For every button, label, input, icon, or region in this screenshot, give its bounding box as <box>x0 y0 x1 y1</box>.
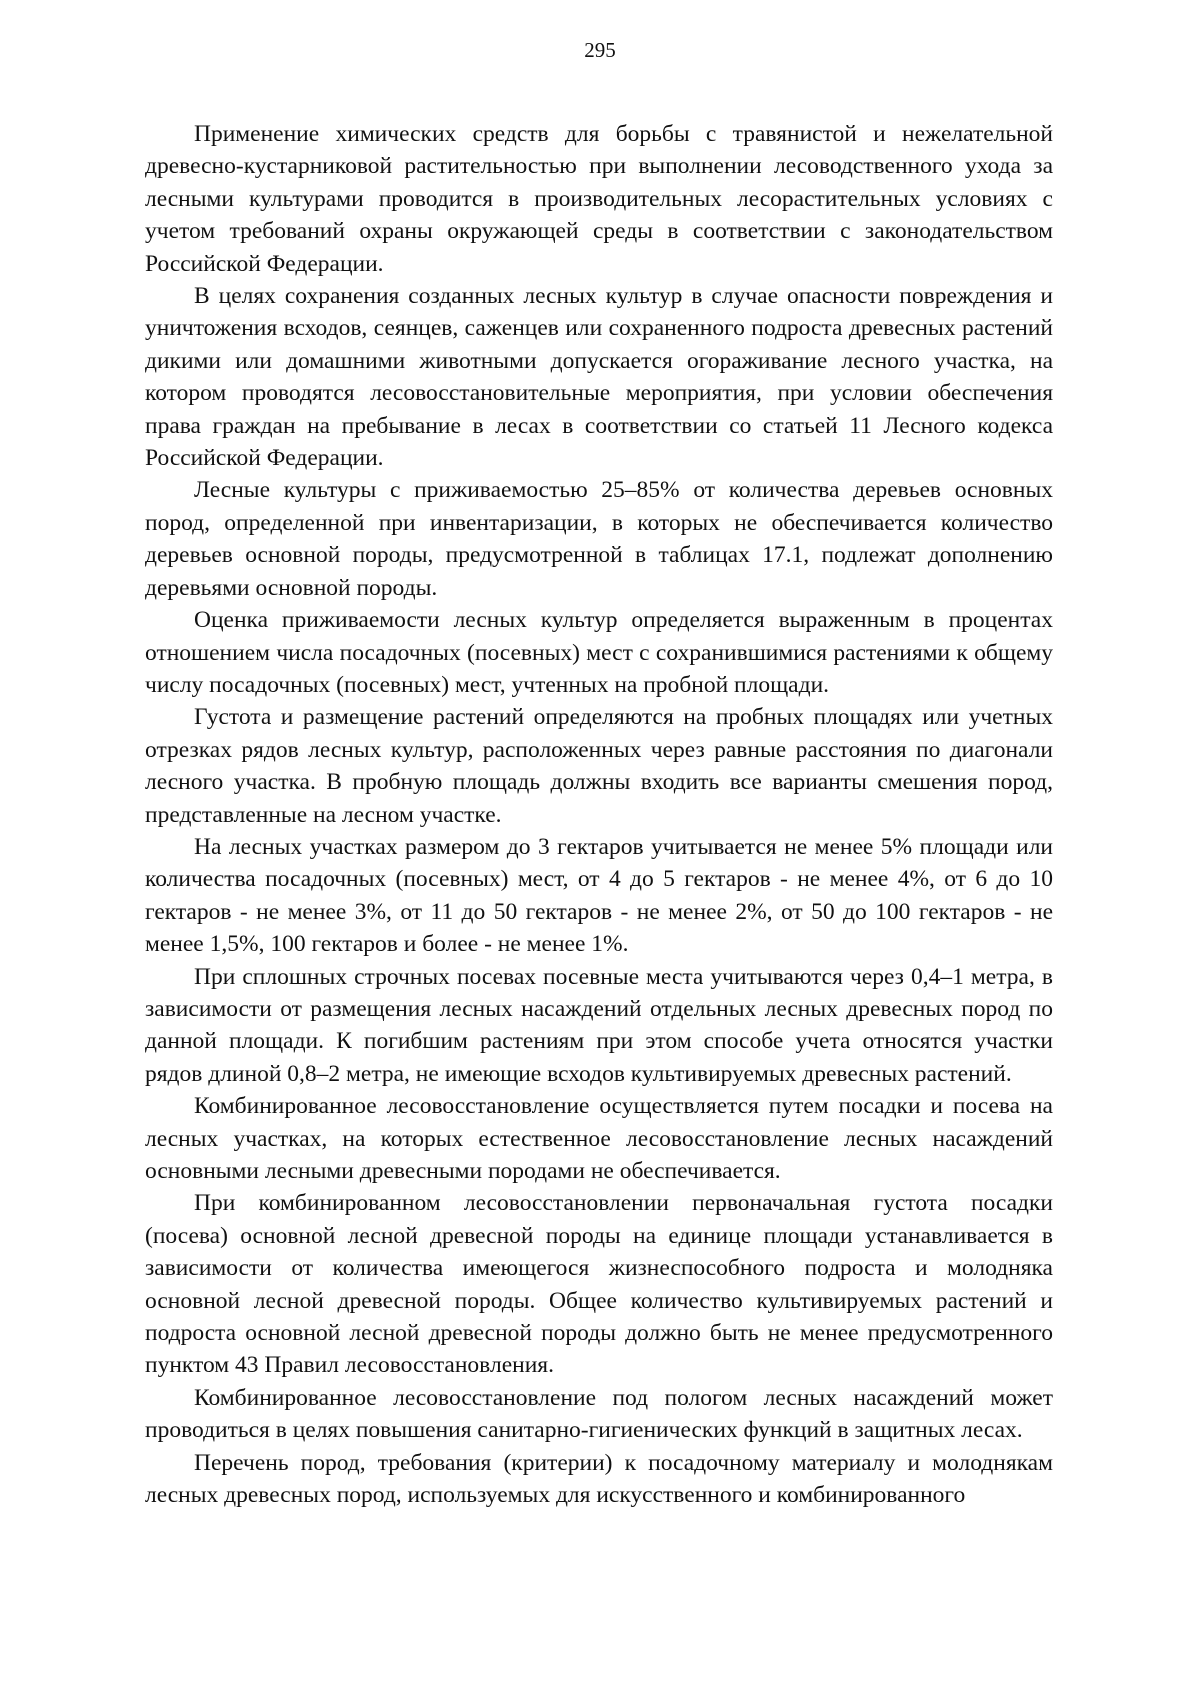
paragraph-row-sowing: При сплошных строчных посевах посевные места учитываются через 0,4–1 метра, в зависимости от размещения лесных насаждений отдельных лесных древесных пород по данной площади. К погибшим растениям при этом способе учета относятся участки рядов длиной 0,8–2 метра, не имеющие всходов культивируемых древесных растений. <box>145 963 1053 1087</box>
paragraph-sample-area-sizes: На лесных участках размером до 3 гектаров учитывается не менее 5% площади или количества посадочных (посевных) мест, от 4 до 5 гектаров - не менее 4%, от 6 до 10 гектаров - не менее 3%, от 11 до 50 гектаров - не менее 2%, от 50 до 100 гектаров - не менее 1,5%, 100 гектаров и более - не менее 1%. <box>145 833 1053 958</box>
page-number: 295 <box>584 38 616 62</box>
paragraph-density-placement: Густота и размещение растений определяются на пробных площадях или учетных отрезках рядов лесных культур, расположенных через равные расстояния по диагонали лесного участка. В пробную площадь должны входить все варианты смешения пород, представленные на лесном участке. <box>145 704 1053 828</box>
document-body <box>145 118 1053 1511</box>
paragraph-fencing: В целях сохранения созданных лесных культур в случае опасности повреждения и уничтожения всходов, сеянцев, саженцев или сохраненного подроста древесных растений дикими или домашними животными допускается огораживание лесного участка, на котором проводятся лесовосстановительные мероприятия, при условии обеспечения права граждан на пребывание в лесах в соответствии со статьей 11 Лесного кодекса Российской Федерации. <box>145 283 1053 472</box>
paragraph-species-list: Перечень пород, требования (критерии) к посадочному материалу и молоднякам лесных древесных пород, используемых для искусственного и комбинированного <box>145 1449 1053 1509</box>
paragraph-under-canopy: Комбинированное лесовосстановление под пологом лесных насаждений может проводиться в целях повышения санитарно-гигиенических функций в защитных лесах. <box>145 1384 1053 1444</box>
paragraph-combined-reforestation: Комбинированное лесовосстановление осуществляется путем посадки и посева на лесных участках, на которых естественное лесовосстановление лесных насаждений основными лесными древесными породами не обеспечивается. <box>145 1093 1053 1184</box>
paragraph-survival-assessment: Оценка приживаемости лесных культур определяется выраженным в процентах отношением числа посадочных (посевных) мест с сохранившимися растениями к общему числу посадочных (посевных) мест, учтенных на пробной площади. <box>145 607 1053 698</box>
paragraph-initial-density: При комбинированном лесовосстановлении первоначальная густота посадки (посева) основной лесной древесной породы на единице площади устанавливается в зависимости от количества имеющегося жизнеспособного подроста и молодняка основной лесной древесной породы. Общее количество культивируемых растений и подроста основной лесной древесной породы должно быть не менее предусмотренного пунктом 43 Правил лесовосстановления. <box>145 1190 1053 1379</box>
paragraph-replenishment: Лесные культуры с приживаемостью 25–85% от количества деревьев основных пород, определенной при инвентаризации, в которых не обеспечивается количество деревьев основной породы, предусмотренной в таблицах 17.1, подлежат дополнению деревьями основной породы. <box>145 477 1053 601</box>
paragraph-chemical-treatment: Применение химических средств для борьбы с травянистой и нежелательной древесно-кустарниковой растительностью при выполнении лесоводственного ухода за лесными культурами проводится в производительных лесорастительных условиях с учетом требований охраны окружающей среды в соответствии с законодательством Российской Федерации. <box>145 121 1053 277</box>
